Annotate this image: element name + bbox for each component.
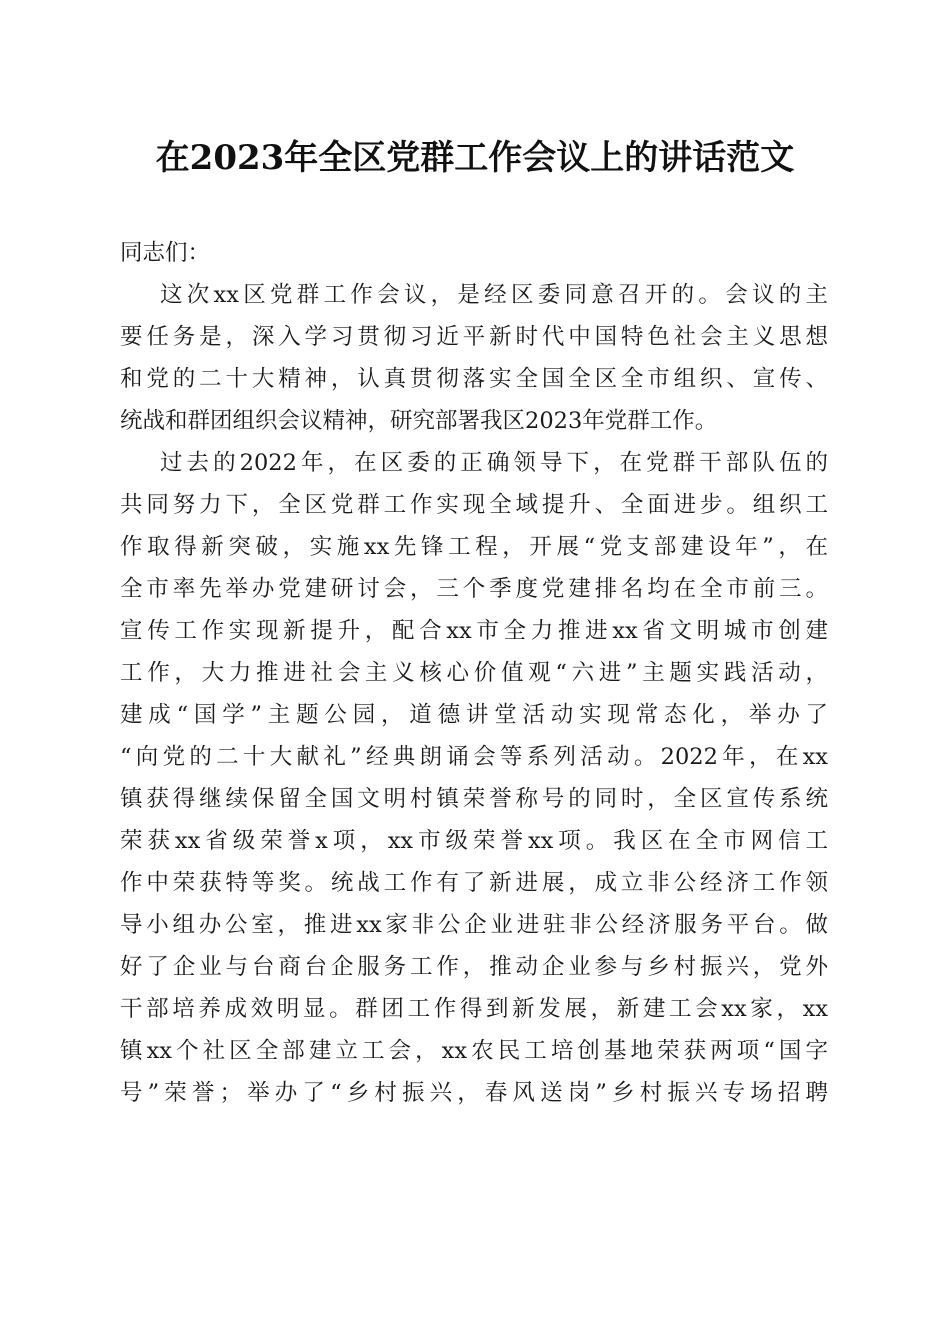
paragraph-line: 号”荣誉；举办了“乡村振兴，春风送岗”乡村振兴专场招聘 <box>120 1080 828 1106</box>
paragraph-2 <box>120 442 828 1114</box>
paragraph-line: 好了企业与台商台企服务工作，推动企业参与乡村振兴，党外 <box>120 954 828 980</box>
paragraph-line: 这次xx区党群工作会议，是经区委同意召开的。会议的主 <box>160 282 828 308</box>
paragraph-1 <box>120 274 828 442</box>
paragraph-line: 建成“国学”主题公园，道德讲堂活动实现常态化，举办了 <box>120 702 828 728</box>
paragraph-line: 导小组办公室，推进xx家非公企业进驻非公经济服务平台。做 <box>120 912 828 938</box>
document-title: 在2023年全区党群工作会议上的讲话范文 <box>155 138 795 178</box>
document-body <box>120 232 828 1114</box>
paragraph-line: 统战和群团组织会议精神，研究部署我区2023年党群工作。 <box>120 408 718 434</box>
paragraph-line: 作中荣获特等奖。统战工作有了新进展，成立非公经济工作领 <box>120 870 828 896</box>
paragraph-line: 过去的2022年，在区委的正确领导下，在党群干部队伍的 <box>160 450 828 476</box>
paragraph-line: 工作，大力推进社会主义核心价值观“六进”主题实践活动， <box>120 660 828 686</box>
paragraph-line: “向党的二十大献礼”经典朗诵会等系列活动。2022年，在xx <box>120 744 828 770</box>
paragraph-line: 镇获得继续保留全国文明村镇荣誉称号的同时，全区宣传系统 <box>120 786 828 812</box>
paragraph-line: 作取得新突破，实施xx先锋工程，开展“党支部建设年”，在 <box>120 534 828 560</box>
paragraph-line: 全市率先举办党建研讨会，三个季度党建排名均在全市前三。 <box>120 576 828 602</box>
paragraph-line: 镇xx个社区全部建立工会，xx农民工培创基地荣获两项“国字 <box>120 1038 828 1064</box>
paragraph-line: 宣传工作实现新提升，配合xx市全力推进xx省文明城市创建 <box>120 618 828 644</box>
paragraph-line: 要任务是，深入学习贯彻习近平新时代中国特色社会主义思想 <box>120 324 828 350</box>
paragraph-line: 干部培养成效明显。群团工作得到新发展，新建工会xx家，xx <box>120 996 828 1022</box>
paragraph-line: 共同努力下，全区党群工作实现全域提升、全面进步。组织工 <box>120 492 828 518</box>
paragraph-line: 和党的二十大精神，认真贯彻落实全国全区全市组织、宣传、 <box>120 366 828 392</box>
paragraph-line: 荣获xx省级荣誉x项，xx市级荣誉xx项。我区在全市网信工 <box>120 828 828 854</box>
salutation: 同志们： <box>120 240 211 266</box>
